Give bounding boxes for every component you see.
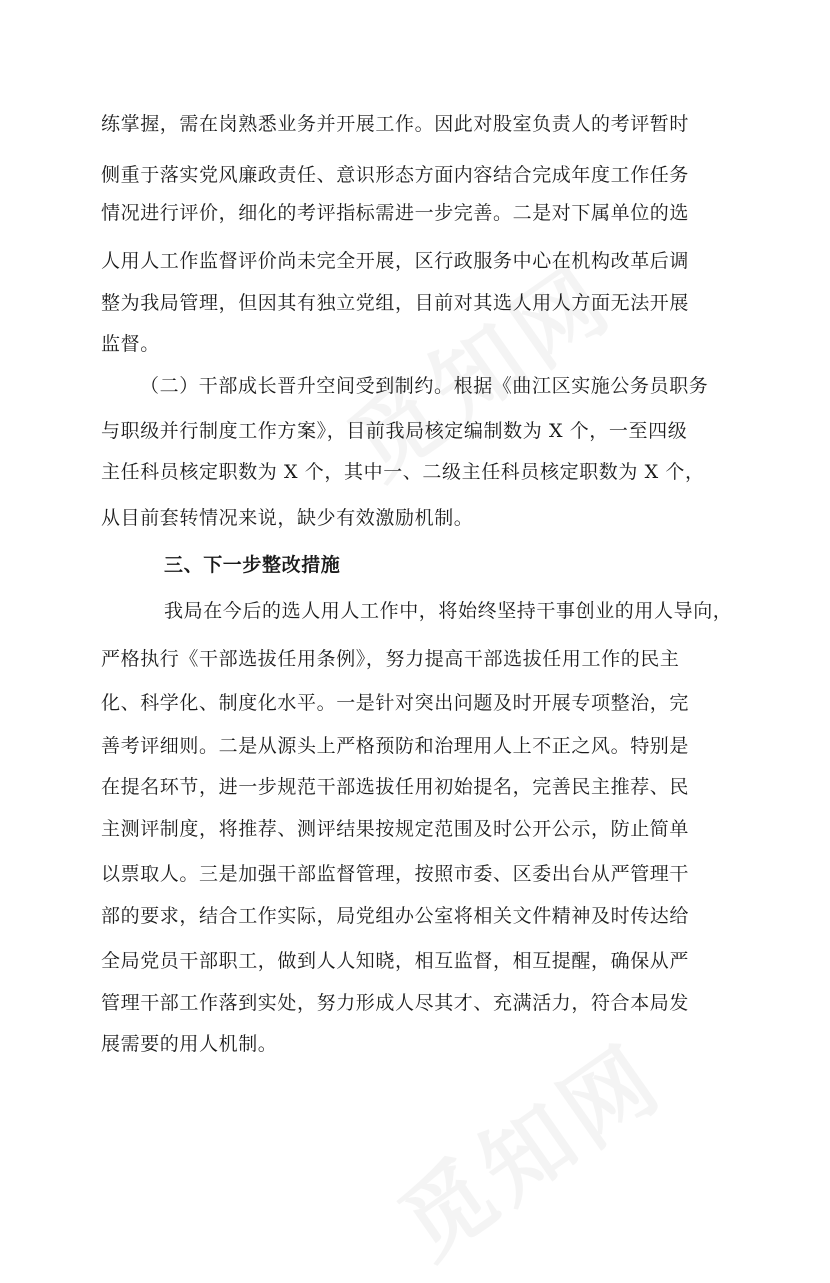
body-line: 全局党员干部职工，做到人人知晓，相互监督，相互提醒，确保从严 — [101, 950, 690, 972]
body-line: 从目前套转情况来说，缺少有效激励机制。 — [101, 507, 474, 529]
section-heading: 三、下一步整改措施 — [164, 554, 341, 576]
body-line: 以票取人。三是加强干部监督管理，按照市委、区委出台从严管理干 — [101, 863, 690, 885]
body-line: 整为我局管理，但因其有独立党组，目前对其选人用人方面无法开展 — [101, 292, 690, 314]
body-line: 化、科学化、制度化水平。一是针对突出问题及时开展专项整治，完 — [101, 692, 690, 714]
body-line: 练掌握，需在岗熟悉业务并开展工作。因此对股室负责人的考评暂时 — [101, 113, 690, 135]
body-line: 我局在今后的选人用人工作中，将始终坚持干事创业的用人导向， — [164, 600, 733, 622]
body-line: 管理干部工作落到实处，努力形成人尽其才、充满活力，符合本局发 — [101, 992, 690, 1014]
body-line: 严格执行《干部选拔任用条例》，努力提高干部选拔任用工作的民主 — [101, 648, 680, 670]
body-line: 部的要求，结合工作实际，局党组办公室将相关文件精神及时传达给 — [101, 905, 690, 927]
body-line: 主测评制度，将推荐、测评结果按规定范围及时公开公示，防止简单 — [101, 818, 690, 840]
body-line: 侧重于落实党风廉政责任、意识形态方面内容结合完成年度工作任务 — [101, 164, 690, 186]
body-line: （二）干部成长晋升空间受到制约。根据《曲江区实施公务员职务 — [140, 375, 709, 397]
body-line: 监督。 — [101, 333, 160, 355]
watermark-bottom — [369, 1007, 684, 1282]
body-line: 在提名环节，进一步规范干部选拔任用初始提名，完善民主推荐、民 — [101, 776, 690, 798]
body-line: 人用人工作监督评价尚未完全开展，区行政服务中心在机构改革后调 — [101, 250, 690, 272]
body-line: 展需要的用人机制。 — [101, 1033, 278, 1055]
body-line: 主任科员核定职数为 X 个，其中一、二级主任科员核定职数为 X 个， — [101, 461, 705, 483]
body-line: 情况进行评价，细化的考评指标需进一步完善。二是对下属单位的选 — [101, 202, 690, 224]
body-line: 善考评细则。二是从源头上严格预防和治理用人上不正之风。特别是 — [101, 735, 690, 757]
body-line: 与职级并行制度工作方案》，目前我局核定编制数为 X 个，一至四级 — [101, 420, 688, 442]
